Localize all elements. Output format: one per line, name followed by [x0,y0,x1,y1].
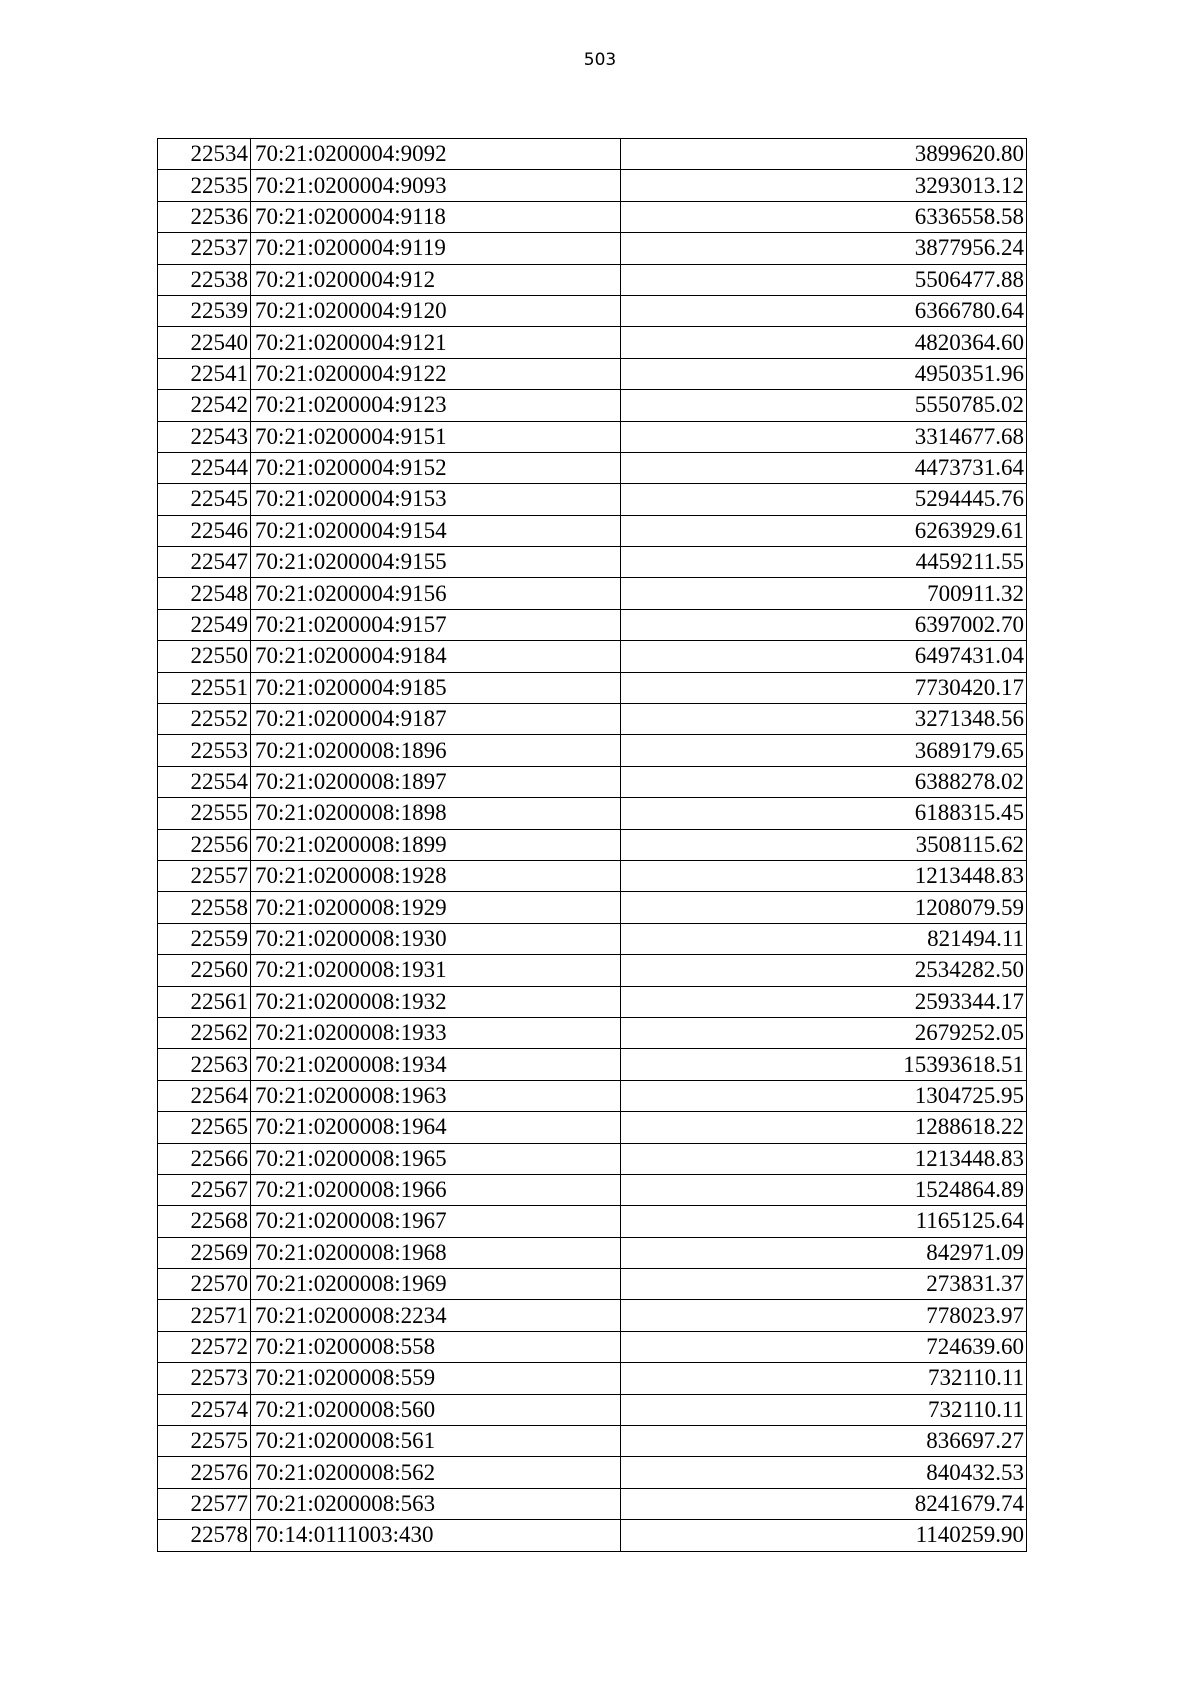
table-row [158,672,1027,703]
cadastral-value-cell: 1288618.22 [621,1112,1027,1143]
row-number-cell: 22572 [158,1331,251,1362]
cadastral-value-cell: 7730420.17 [621,672,1027,703]
cadastral-number-cell: 70:21:0200004:9122 [251,358,621,389]
cadastral-value-table [157,138,1027,1552]
cadastral-value-cell: 2679252.05 [621,1017,1027,1048]
cadastral-number-cell: 70:21:0200004:9185 [251,672,621,703]
table-row [158,860,1027,891]
cadastral-value-cell: 3899620.80 [621,139,1027,170]
cadastral-number-cell: 70:21:0200004:9154 [251,515,621,546]
row-number-cell: 22537 [158,233,251,264]
row-number-cell: 22545 [158,484,251,515]
table-row [158,641,1027,672]
cadastral-value-cell: 1304725.95 [621,1080,1027,1111]
table-row [158,1520,1027,1551]
table-row [158,1394,1027,1425]
table-row [158,1017,1027,1048]
row-number-cell: 22534 [158,139,251,170]
row-number-cell: 22558 [158,892,251,923]
cadastral-number-cell: 70:21:0200008:1934 [251,1049,621,1080]
table-row [158,1331,1027,1362]
cadastral-value-cell: 15393618.51 [621,1049,1027,1080]
table-row [158,578,1027,609]
table-row [158,390,1027,421]
table-row [158,1269,1027,1300]
table-row [158,829,1027,860]
row-number-cell: 22549 [158,609,251,640]
table-row [158,923,1027,954]
cadastral-value-cell: 6397002.70 [621,609,1027,640]
table-row [158,1363,1027,1394]
row-number-cell: 22569 [158,1237,251,1268]
row-number-cell: 22563 [158,1049,251,1080]
cadastral-value-cell: 1213448.83 [621,1143,1027,1174]
cadastral-number-cell: 70:21:0200004:9157 [251,609,621,640]
cadastral-number-cell: 70:21:0200004:9152 [251,452,621,483]
cadastral-number-cell: 70:21:0200008:1963 [251,1080,621,1111]
table-row [158,1112,1027,1143]
row-number-cell: 22552 [158,704,251,735]
cadastral-value-cell: 1140259.90 [621,1520,1027,1551]
table-row [158,1174,1027,1205]
cadastral-value-cell: 6366780.64 [621,295,1027,326]
row-number-cell: 22538 [158,264,251,295]
row-number-cell: 22571 [158,1300,251,1331]
row-number-cell: 22553 [158,735,251,766]
cadastral-number-cell: 70:21:0200008:560 [251,1394,621,1425]
row-number-cell: 22560 [158,955,251,986]
table-row [158,955,1027,986]
table-row [158,1426,1027,1457]
cadastral-value-cell: 1213448.83 [621,860,1027,891]
cadastral-value-cell: 2534282.50 [621,955,1027,986]
table-row [158,986,1027,1017]
cadastral-number-cell: 70:21:0200008:1967 [251,1206,621,1237]
row-number-cell: 22548 [158,578,251,609]
row-number-cell: 22547 [158,547,251,578]
cadastral-number-cell: 70:21:0200004:912 [251,264,621,295]
cadastral-number-cell: 70:21:0200008:1969 [251,1269,621,1300]
cadastral-number-cell: 70:21:0200008:1928 [251,860,621,891]
row-number-cell: 22557 [158,860,251,891]
cadastral-value-cell: 732110.11 [621,1363,1027,1394]
cadastral-value-cell: 700911.32 [621,578,1027,609]
row-number-cell: 22543 [158,421,251,452]
row-number-cell: 22568 [158,1206,251,1237]
table-row [158,327,1027,358]
cadastral-number-cell: 70:21:0200008:1933 [251,1017,621,1048]
table-row [158,139,1027,170]
cadastral-number-cell: 70:21:0200008:558 [251,1331,621,1362]
cadastral-number-cell: 70:21:0200004:9121 [251,327,621,358]
cadastral-value-cell: 778023.97 [621,1300,1027,1331]
row-number-cell: 22566 [158,1143,251,1174]
table-row [158,704,1027,735]
cadastral-value-cell: 5294445.76 [621,484,1027,515]
cadastral-value-cell: 4473731.64 [621,452,1027,483]
table-row [158,609,1027,640]
cadastral-value-cell: 5550785.02 [621,390,1027,421]
table-row [158,233,1027,264]
table-row [158,1143,1027,1174]
cadastral-value-cell: 8241679.74 [621,1488,1027,1519]
cadastral-number-cell: 70:21:0200008:561 [251,1426,621,1457]
cadastral-number-cell: 70:21:0200008:1898 [251,798,621,829]
table-row [158,264,1027,295]
row-number-cell: 22551 [158,672,251,703]
cadastral-value-cell: 6263929.61 [621,515,1027,546]
row-number-cell: 22556 [158,829,251,860]
table-row [158,798,1027,829]
cadastral-value-cell: 3508115.62 [621,829,1027,860]
cadastral-number-cell: 70:21:0200008:559 [251,1363,621,1394]
cadastral-number-cell: 70:21:0200008:1964 [251,1112,621,1143]
cadastral-number-cell: 70:21:0200008:2234 [251,1300,621,1331]
cadastral-value-cell: 6336558.58 [621,201,1027,232]
cadastral-value-cell: 821494.11 [621,923,1027,954]
row-number-cell: 22576 [158,1457,251,1488]
table-row [158,484,1027,515]
table-row [158,1237,1027,1268]
cadastral-value-cell: 6388278.02 [621,766,1027,797]
row-number-cell: 22542 [158,390,251,421]
cadastral-value-cell: 3314677.68 [621,421,1027,452]
cadastral-value-cell: 2593344.17 [621,986,1027,1017]
cadastral-value-cell: 3689179.65 [621,735,1027,766]
table-row [158,515,1027,546]
cadastral-value-cell: 840432.53 [621,1457,1027,1488]
cadastral-value-cell: 1524864.89 [621,1174,1027,1205]
table-row [158,1080,1027,1111]
row-number-cell: 22536 [158,201,251,232]
table-row [158,295,1027,326]
row-number-cell: 22541 [158,358,251,389]
cadastral-value-cell: 6188315.45 [621,798,1027,829]
table-row [158,358,1027,389]
cadastral-value-cell: 4950351.96 [621,358,1027,389]
table-row [158,1457,1027,1488]
cadastral-value-cell: 1165125.64 [621,1206,1027,1237]
cadastral-value-cell: 6497431.04 [621,641,1027,672]
row-number-cell: 22555 [158,798,251,829]
cadastral-number-cell: 70:21:0200004:9156 [251,578,621,609]
cadastral-value-cell: 842971.09 [621,1237,1027,1268]
cadastral-number-cell: 70:21:0200004:9187 [251,704,621,735]
cadastral-value-cell: 5506477.88 [621,264,1027,295]
cadastral-number-cell: 70:21:0200008:1897 [251,766,621,797]
row-number-cell: 22540 [158,327,251,358]
cadastral-number-cell: 70:21:0200004:9184 [251,641,621,672]
cadastral-number-cell: 70:21:0200004:9151 [251,421,621,452]
cadastral-number-cell: 70:21:0200004:9120 [251,295,621,326]
table-row [158,892,1027,923]
table-body [158,139,1027,1552]
row-number-cell: 22539 [158,295,251,326]
cadastral-value-cell: 3271348.56 [621,704,1027,735]
table-row [158,452,1027,483]
row-number-cell: 22567 [158,1174,251,1205]
cadastral-value-cell: 3877956.24 [621,233,1027,264]
cadastral-value-cell: 4459211.55 [621,547,1027,578]
row-number-cell: 22573 [158,1363,251,1394]
cadastral-number-cell: 70:21:0200008:1896 [251,735,621,766]
row-number-cell: 22564 [158,1080,251,1111]
table-row [158,421,1027,452]
row-number-cell: 22562 [158,1017,251,1048]
cadastral-number-cell: 70:21:0200004:9092 [251,139,621,170]
table-row [158,170,1027,201]
cadastral-value-cell: 3293013.12 [621,170,1027,201]
cadastral-value-cell: 732110.11 [621,1394,1027,1425]
row-number-cell: 22535 [158,170,251,201]
cadastral-number-cell: 70:21:0200004:9153 [251,484,621,515]
table-row [158,735,1027,766]
table-row [158,1049,1027,1080]
page-number: 503 [583,50,617,70]
cadastral-number-cell: 70:21:0200008:1931 [251,955,621,986]
row-number-cell: 22578 [158,1520,251,1551]
cadastral-value-cell: 724639.60 [621,1331,1027,1362]
row-number-cell: 22546 [158,515,251,546]
cadastral-number-cell: 70:21:0200008:562 [251,1457,621,1488]
cadastral-number-cell: 70:21:0200004:9093 [251,170,621,201]
cadastral-value-cell: 1208079.59 [621,892,1027,923]
cadastral-number-cell: 70:21:0200004:9123 [251,390,621,421]
cadastral-value-cell: 273831.37 [621,1269,1027,1300]
row-number-cell: 22574 [158,1394,251,1425]
table-row [158,547,1027,578]
row-number-cell: 22559 [158,923,251,954]
cadastral-number-cell: 70:21:0200004:9118 [251,201,621,232]
row-number-cell: 22575 [158,1426,251,1457]
cadastral-value-cell: 836697.27 [621,1426,1027,1457]
cadastral-number-cell: 70:21:0200004:9155 [251,547,621,578]
table-row [158,1206,1027,1237]
row-number-cell: 22565 [158,1112,251,1143]
table-row [158,201,1027,232]
table-row [158,1488,1027,1519]
cadastral-number-cell: 70:21:0200008:1930 [251,923,621,954]
cadastral-number-cell: 70:21:0200008:1899 [251,829,621,860]
cadastral-number-cell: 70:21:0200008:1932 [251,986,621,1017]
row-number-cell: 22561 [158,986,251,1017]
table-row [158,1300,1027,1331]
row-number-cell: 22544 [158,452,251,483]
cadastral-number-cell: 70:14:0111003:430 [251,1520,621,1551]
cadastral-value-cell: 4820364.60 [621,327,1027,358]
cadastral-number-cell: 70:21:0200008:1966 [251,1174,621,1205]
cadastral-number-cell: 70:21:0200008:1965 [251,1143,621,1174]
row-number-cell: 22554 [158,766,251,797]
row-number-cell: 22577 [158,1488,251,1519]
cadastral-number-cell: 70:21:0200008:1929 [251,892,621,923]
table-row [158,766,1027,797]
row-number-cell: 22570 [158,1269,251,1300]
row-number-cell: 22550 [158,641,251,672]
cadastral-number-cell: 70:21:0200004:9119 [251,233,621,264]
cadastral-number-cell: 70:21:0200008:1968 [251,1237,621,1268]
cadastral-number-cell: 70:21:0200008:563 [251,1488,621,1519]
